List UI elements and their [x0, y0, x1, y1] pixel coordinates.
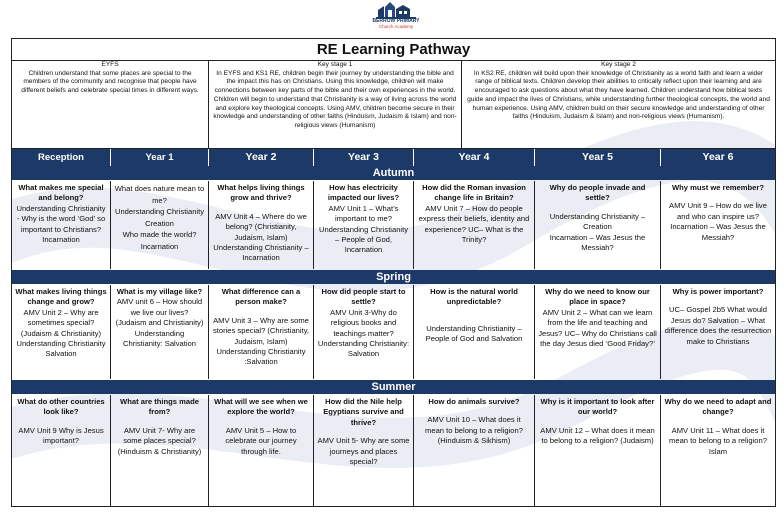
spring-year-2-cell — [209, 285, 314, 379]
summer-year-6-question: Why do we need to adapt and change? — [664, 397, 772, 417]
summer-year-6-line: AMV Unit 11 – What does it mean to belong to a religion? Islam — [669, 425, 767, 456]
autumn-year-4-line: AMV Unit 7 – How do people express their beliefs, identity and experience? UC– What is the Trinity? — [418, 203, 530, 245]
autumn-year-3-line: AMV Unit 1 – What’s important to me? — [328, 203, 399, 224]
autumn-year-1-line: Incarnation — [140, 241, 179, 251]
summer-year-4-cell — [414, 395, 535, 507]
eyfs-text: Children understand that some places are special to the members of the community and recognise that people have different beliefs and celebrate special times in different ways. — [21, 69, 199, 95]
year-header-year-5: Year 5 — [535, 149, 661, 166]
autumn-reception-line: Understanding Christianity - Why is the word ‘God’ so important to Christians? — [16, 203, 106, 234]
spring-year-3-line: AMV Unit 3-Why do religious books and teachings matter? — [330, 307, 397, 338]
summer-year-1-line: AMV Unit 7- Why are some places special? (Hinduism & Christianity) — [117, 425, 202, 456]
summer-year-5-line: AMV Unit 12 – What does it mean to belong to a religion? (Judaism) — [540, 425, 655, 446]
spring-reception-line: AMV Unit 2 – Why are sometimes special? (Judaism & Christianity) — [20, 307, 102, 338]
term-header-autumn: Autumn — [12, 166, 775, 180]
page-title: RE Learning Pathway — [12, 39, 775, 61]
ks2-heading: Key stage 2 — [601, 61, 636, 68]
autumn-year-4-question: How did the Roman invasion change life in Britain? — [422, 183, 526, 203]
summer-reception-question: What do other countries look like? — [17, 397, 105, 417]
autumn-reception-line: Incarnation — [42, 235, 80, 245]
summer-year-6-cell — [661, 395, 775, 507]
year-header-year-6: Year 6 — [702, 151, 734, 163]
summer-year-4-question: How do animals survive? — [428, 397, 520, 406]
term-header-spring: Spring — [12, 270, 775, 284]
summer-year-3-cell — [314, 395, 414, 507]
key-stage-row — [12, 60, 775, 148]
autumn-year-2-cell — [209, 181, 314, 269]
autumn-year-1-line: What does nature mean to me? — [114, 184, 205, 205]
spring-reception-line: Salvation — [45, 349, 77, 359]
spring-year-2-question: What difference can a person make? — [221, 287, 301, 307]
spring-year-5-line: AMV Unit 2 – What can we learn from the life and teaching and Jesus? UC– Why do Christians call the day Jesus died ‘Good Friday?’ — [538, 307, 657, 349]
autumn-year-4-cell — [414, 181, 535, 269]
spring-year-3-line: Understanding Christianity: Salvation — [317, 339, 410, 359]
spring-year-2-line: AMV Unit 3 – Why are some stories special? (Christianity, Judaism, Islam) Understanding Christianity :Salvation — [212, 315, 310, 367]
autumn-year-6-question: Why must we remember? — [672, 183, 764, 192]
spring-year-3-question: How did people start to settle? — [321, 287, 406, 307]
spring-year-1-question: What is my village like? — [116, 287, 203, 296]
autumn-row — [12, 181, 775, 269]
spring-year-6-line: UC– Gospel 2b5 What would Jesus do? Salvation – What difference does the resurrection make to Christians — [664, 305, 772, 346]
autumn-year-1-line: Understanding Christianity Creation — [114, 207, 205, 228]
summer-year-1-question: What are things made from? — [120, 397, 199, 417]
spring-year-4-line: Understanding Christianity – People of God and Salvation — [425, 323, 523, 344]
spring-year-5-question: Why do we need to know our place in space? — [545, 287, 650, 307]
ks2-section — [462, 60, 775, 148]
autumn-year-3-question: How has electricity impacted our lives? — [327, 183, 400, 203]
autumn-year-5-line: Understanding Christianity – Creation — [549, 211, 646, 232]
spring-year-5-cell — [535, 285, 661, 379]
ks1-heading: Key stage 1 — [317, 61, 353, 68]
autumn-reception-question: What makes me special and belong? — [18, 183, 104, 203]
spring-year-3-cell — [314, 285, 414, 379]
logo-subtitle: Church Academy — [378, 24, 414, 29]
summer-reception-line: AMV Unit 9 Why is Jesus important? — [18, 425, 104, 446]
ks2-text: In KS2 RE, children will build upon their knowledge of Christianity as a world faith and learn a wider range of biblical texts. Children develop their abilities to critically reflect upon their learning and are encouraged to ask questions about what they have learned. Children understand how biblical texts guide and impact the lives of Christians, while understanding further theological concepts, the world and human experience. Using AMV, children build on their secure knowledge and understanding of other faiths (Hinduism, Judaism & Islam) and non-religious views (Humanism). — [467, 69, 770, 121]
autumn-year-5-line: Incarnation – Was Jesus the Messiah? — [549, 232, 646, 253]
autumn-year-5-question: Why do people invade and settle? — [549, 183, 646, 203]
summer-year-5-question: Why is it important to look after our world? — [540, 397, 655, 417]
summer-row — [12, 395, 775, 507]
spring-year-4-cell — [414, 285, 535, 379]
year-header-row — [12, 148, 775, 167]
autumn-year-6-line: AMV Unit 9 – How do we live and who can inspire us? — [669, 201, 767, 221]
term-header-summer: Summer — [12, 380, 775, 394]
autumn-year-5-cell — [535, 181, 661, 269]
autumn-year-3-cell — [314, 181, 414, 269]
spring-year-6-cell — [661, 285, 775, 379]
ks1-text: In EYFS and KS1 RE, children begin their journey by understanding the bible and the impact this has on Christians. Using this knowledge, children will make connections between key parts of the bible and their own experiences in the world. Children will begin to understand that Christianity is a way of living across the world and explore key theological concepts. Using AMV, children become secure in their knowledge and understanding of other faiths (Hinduism, Judaism & Islam) and non-religious views (Humanism) — [213, 69, 457, 129]
school-building-icon — [376, 1, 416, 19]
summer-year-3-line: AMV Unit 5- Why are some journeys and places special? — [317, 436, 410, 467]
autumn-reception-cell — [12, 181, 111, 269]
year-header-year-3: Year 3 — [314, 149, 414, 166]
year-header-year-4: Year 4 — [414, 149, 535, 166]
spring-reception-cell — [12, 285, 111, 379]
autumn-year-2-question: What helps living things grow and thrive? — [217, 183, 305, 203]
year-header-year-1: Year 1 — [111, 149, 209, 166]
summer-year-4-line: AMV Unit 10 – What does it mean to belong to a religion? (Hinduism & Sikhism) — [425, 415, 523, 446]
eyfs-heading: EYFS — [101, 61, 119, 68]
summer-year-2-cell — [209, 395, 314, 507]
spring-year-4-question: How is the natural world unpredictable? — [430, 287, 518, 307]
year-header-reception: Reception — [12, 149, 111, 166]
autumn-year-1-line: Who made the world? — [122, 230, 197, 239]
year-header-year-2: Year 2 — [209, 149, 314, 166]
learning-pathway-table — [11, 38, 776, 507]
summer-reception-cell — [12, 395, 111, 507]
summer-year-3-question: How did the Nile help Egyptians survive and thrive? — [323, 397, 404, 427]
autumn-year-3-line: Understanding Christianity – People of God, Incarnation — [318, 224, 409, 255]
autumn-year-6-line: Incarnation – Was Jesus the Messiah? — [670, 222, 766, 242]
logo-school-suffix: PRIMARY — [396, 18, 420, 24]
spring-year-6-question: Why is power important? — [672, 287, 764, 296]
spring-year-1-line: Understanding Christianity: Salvation — [122, 328, 197, 349]
eyfs-section — [12, 60, 209, 148]
summer-year-2-line: AMV Unit 5 – How to celebrate our journey through life. — [225, 425, 297, 456]
logo-school-name: BERROW — [372, 18, 396, 24]
spring-row — [12, 285, 775, 379]
summer-year-1-cell — [111, 395, 209, 507]
ks1-section — [209, 60, 462, 148]
spring-year-1-cell — [111, 285, 209, 379]
school-logo — [367, 1, 425, 37]
spring-year-1-line: AMV unit 6 – How should we live our lives? — [116, 297, 203, 317]
autumn-year-2-line: Understanding Christianity – Incarnation — [213, 243, 309, 263]
summer-year-2-question: What will we see when we explore the world? — [214, 397, 308, 417]
autumn-year-6-cell — [661, 181, 775, 269]
spring-reception-line: Understanding Christianity — [16, 339, 106, 349]
summer-year-5-cell — [535, 395, 661, 507]
autumn-year-1-cell — [111, 181, 209, 269]
spring-reception-question: What makes living things change and grow? — [15, 287, 107, 307]
spring-year-1-line: (Judaism and Christianity) — [115, 318, 204, 328]
autumn-year-2-line: AMV Unit 4 – Where do we belong? (Christianity, Judaism, Islam) — [215, 211, 307, 242]
